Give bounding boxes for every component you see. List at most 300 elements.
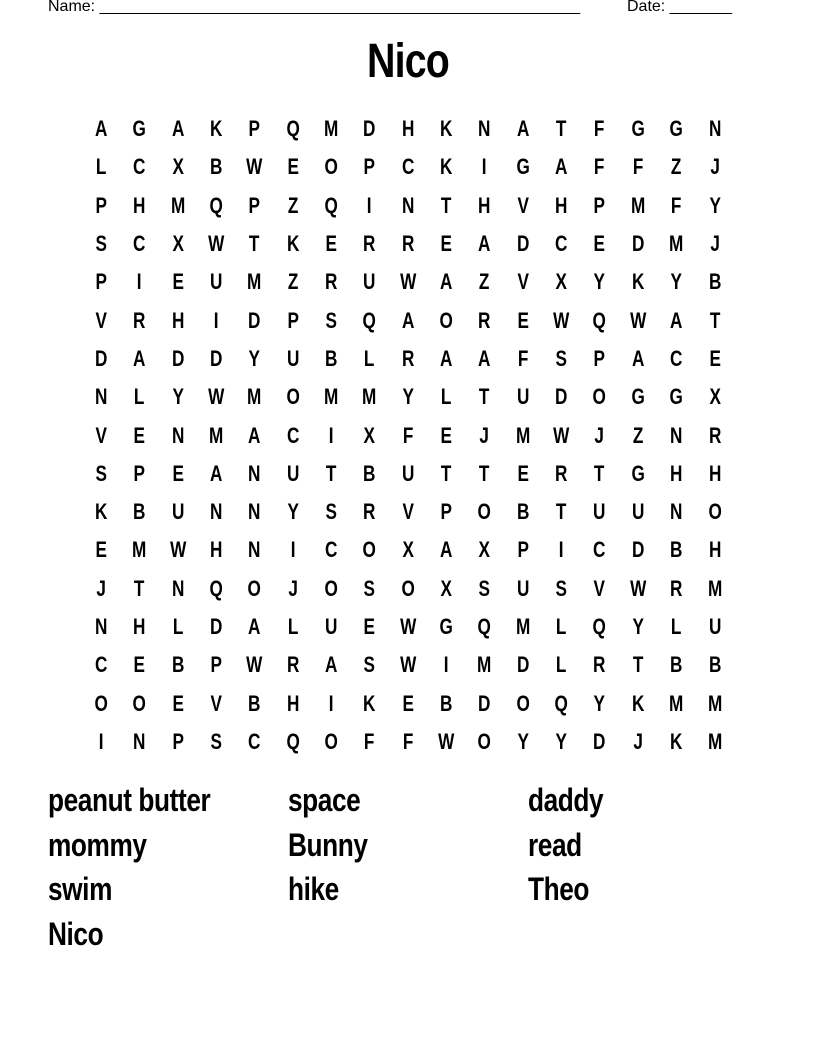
grid-letter: F	[671, 192, 682, 218]
grid-letter: A	[325, 652, 338, 678]
grid-letter: A	[209, 460, 223, 486]
grid-letter: E	[440, 231, 452, 257]
grid-letter: G	[631, 384, 645, 410]
word-bank-row	[48, 912, 768, 957]
grid-letter: Y	[632, 614, 644, 639]
grid-letter: S	[95, 460, 107, 486]
grid-letter: I	[98, 728, 104, 754]
grid-letter: I	[367, 192, 372, 218]
grid-letter: O	[324, 154, 338, 180]
puzzle-title: Nico	[366, 35, 449, 88]
grid-letter: I	[443, 652, 449, 678]
grid-letter: P	[210, 652, 222, 678]
grid-letter: I	[482, 154, 487, 180]
grid-letter: D	[555, 384, 568, 410]
grid-letter: U	[708, 614, 721, 639]
grid-letter: U	[516, 384, 530, 410]
grid-letter: F	[632, 154, 644, 180]
grid-letter: A	[248, 614, 261, 639]
word-bank-item: read	[528, 826, 582, 863]
grid-letter: N	[401, 192, 415, 218]
grid-letter: J	[709, 154, 720, 180]
grid-letter: A	[631, 345, 645, 371]
word-bank-item: Nico	[48, 915, 104, 952]
grid-letter: X	[440, 575, 452, 601]
grid-letter: N	[670, 499, 683, 525]
grid-letter: K	[631, 690, 645, 716]
grid-letter: L	[95, 154, 107, 180]
grid-letter: E	[440, 422, 452, 448]
grid-letter: J	[709, 231, 720, 257]
grid-letter: U	[593, 499, 606, 525]
letter-grid	[82, 110, 734, 761]
grid-letter: T	[441, 192, 452, 218]
word-bank-item: Bunny	[288, 826, 368, 863]
grid-letter: Z	[287, 269, 299, 295]
word-bank-item: hike	[288, 871, 339, 908]
word-bank	[48, 778, 768, 957]
word-bank-item: space	[288, 781, 361, 818]
grid-letter: Y	[670, 269, 683, 295]
grid-letter: C	[555, 231, 568, 257]
grid-letter: O	[132, 690, 147, 716]
grid-letter: P	[440, 499, 452, 525]
grid-letter: U	[286, 460, 300, 486]
grid-row	[82, 187, 734, 225]
grid-letter: A	[133, 345, 146, 371]
grid-letter: D	[171, 345, 185, 371]
grid-letter: B	[708, 652, 721, 678]
grid-letter: C	[286, 422, 300, 448]
grid-letter: P	[95, 269, 107, 295]
grid-letter: X	[402, 537, 414, 563]
grid-letter: H	[555, 192, 568, 218]
grid-letter: A	[94, 116, 108, 142]
grid-letter: E	[172, 269, 184, 295]
grid-letter: W	[399, 269, 417, 295]
grid-letter: O	[401, 575, 415, 601]
grid-letter: U	[516, 575, 530, 601]
grid-letter: L	[556, 614, 567, 639]
grid-row	[82, 455, 734, 493]
grid-letter: A	[171, 116, 185, 142]
grid-letter: R	[401, 345, 415, 371]
grid-letter: H	[133, 192, 146, 218]
grid-letter: Y	[708, 192, 721, 218]
grid-letter: S	[210, 728, 222, 754]
grid-letter: V	[210, 690, 222, 716]
grid-letter: Y	[402, 384, 414, 410]
grid-letter: L	[287, 614, 299, 639]
grid-letter: M	[247, 384, 262, 410]
grid-letter: H	[209, 537, 223, 563]
grid-letter: L	[441, 384, 452, 410]
grid-letter: R	[363, 231, 376, 257]
grid-letter: H	[401, 116, 415, 142]
grid-letter: H	[670, 460, 683, 486]
grid-letter: M	[209, 422, 224, 448]
grid-row	[82, 378, 734, 416]
grid-row	[82, 263, 734, 301]
grid-letter: K	[631, 269, 645, 295]
word-bank-row	[48, 867, 768, 912]
grid-letter: X	[708, 384, 721, 410]
grid-letter: A	[478, 345, 491, 371]
grid-letter: Z	[287, 192, 299, 218]
grid-letter: F	[594, 154, 605, 180]
grid-letter: H	[478, 192, 491, 218]
grid-letter: Y	[593, 690, 606, 716]
grid-letter: N	[478, 116, 491, 142]
grid-letter: N	[171, 575, 185, 601]
grid-letter: W	[208, 231, 225, 257]
grid-letter: L	[364, 345, 375, 371]
grid-letter: W	[246, 652, 263, 678]
grid-letter: R	[401, 231, 415, 257]
grid-letter: O	[516, 690, 530, 716]
date-field-label: Date: _______	[627, 0, 732, 15]
grid-letter: Q	[209, 575, 223, 601]
grid-letter: Z	[671, 154, 682, 180]
grid-letter: J	[479, 422, 490, 448]
grid-letter: O	[592, 384, 607, 410]
grid-letter: N	[248, 499, 261, 525]
grid-letter: L	[172, 614, 184, 639]
grid-letter: T	[134, 575, 145, 601]
grid-letter: D	[94, 345, 108, 371]
grid-letter: U	[401, 460, 415, 486]
word-bank-item: peanut butter	[48, 781, 211, 818]
grid-letter: K	[440, 116, 453, 142]
grid-row	[82, 608, 734, 646]
grid-letter: J	[288, 575, 298, 601]
grid-letter: X	[172, 231, 184, 257]
grid-letter: C	[401, 154, 415, 180]
grid-letter: I	[137, 269, 142, 295]
grid-row	[82, 723, 734, 761]
name-field-label: Name: ______________________________________________________	[48, 0, 581, 15]
grid-letter: H	[708, 460, 721, 486]
grid-letter: F	[402, 422, 414, 448]
grid-letter: K	[440, 154, 453, 180]
grid-letter: W	[553, 307, 570, 333]
grid-letter: P	[287, 307, 299, 333]
grid-letter: J	[633, 728, 643, 754]
grid-letter: I	[558, 537, 564, 563]
grid-letter: R	[325, 269, 338, 295]
grid-row	[82, 416, 734, 454]
grid-letter: U	[209, 269, 223, 295]
grid-letter: C	[325, 537, 338, 563]
grid-letter: S	[95, 231, 107, 257]
grid-letter: P	[248, 116, 261, 142]
grid-letter: Q	[477, 614, 492, 639]
grid-letter: L	[671, 614, 682, 639]
grid-letter: V	[95, 422, 107, 448]
grid-row	[82, 301, 734, 339]
grid-letter: A	[248, 422, 261, 448]
grid-letter: N	[133, 728, 146, 754]
grid-letter: P	[133, 460, 146, 486]
grid-letter: A	[478, 231, 491, 257]
grid-letter: M	[170, 192, 186, 218]
grid-letter: M	[324, 116, 339, 142]
grid-letter: E	[287, 154, 299, 180]
grid-letter: E	[172, 690, 184, 716]
grid-letter: E	[708, 345, 721, 371]
grid-letter: Y	[593, 269, 606, 295]
grid-letter: U	[171, 499, 185, 525]
grid-letter: E	[95, 537, 107, 563]
grid-letter: H	[708, 537, 721, 563]
grid-letter: C	[94, 652, 108, 678]
grid-letter: E	[517, 307, 529, 333]
grid-letter: V	[402, 499, 414, 525]
grid-letter: R	[708, 422, 721, 448]
grid-letter: D	[593, 728, 606, 754]
grid-letter: L	[556, 652, 567, 678]
grid-letter: M	[669, 690, 684, 716]
grid-letter: Z	[479, 269, 490, 295]
grid-letter: T	[441, 460, 452, 486]
word-bank-item: mommy	[48, 826, 147, 863]
grid-letter: P	[172, 728, 184, 754]
grid-letter: O	[439, 307, 453, 333]
grid-letter: N	[94, 614, 108, 639]
word-bank-row	[48, 823, 768, 868]
grid-letter: O	[94, 690, 108, 716]
grid-letter: W	[399, 652, 417, 678]
grid-letter: A	[440, 269, 453, 295]
grid-letter: O	[247, 575, 262, 601]
grid-letter: E	[363, 614, 376, 639]
grid-letter: M	[707, 575, 722, 601]
grid-letter: B	[209, 154, 223, 180]
grid-letter: T	[249, 231, 260, 257]
grid-letter: S	[363, 575, 376, 601]
grid-row	[82, 110, 734, 148]
grid-letter: H	[171, 307, 185, 333]
grid-letter: U	[363, 269, 376, 295]
grid-letter: F	[517, 345, 529, 371]
grid-letter: W	[208, 384, 225, 410]
grid-letter: G	[631, 460, 645, 486]
grid-letter: M	[132, 537, 147, 563]
grid-letter: G	[631, 116, 645, 142]
grid-letter: P	[363, 154, 376, 180]
grid-letter: T	[556, 499, 567, 525]
grid-letter: W	[553, 422, 570, 448]
grid-row	[82, 340, 734, 378]
grid-letter: D	[209, 345, 223, 371]
grid-letter: D	[516, 231, 530, 257]
grid-letter: Q	[286, 728, 300, 754]
grid-letter: N	[708, 116, 721, 142]
grid-letter: G	[669, 116, 684, 142]
grid-letter: N	[94, 384, 108, 410]
grid-letter: E	[133, 422, 146, 448]
grid-letter: V	[593, 575, 606, 601]
grid-letter: A	[440, 345, 453, 371]
grid-letter: Q	[592, 614, 607, 639]
grid-letter: A	[516, 116, 530, 142]
grid-letter: W	[399, 614, 417, 639]
grid-letter: M	[362, 384, 377, 410]
grid-row	[82, 570, 734, 608]
grid-letter: N	[171, 422, 185, 448]
grid-letter: P	[517, 537, 529, 563]
grid-letter: D	[363, 116, 376, 142]
grid-letter: M	[630, 192, 646, 218]
grid-letter: E	[402, 690, 414, 716]
grid-letter: O	[477, 728, 492, 754]
grid-letter: E	[172, 460, 184, 486]
grid-letter: N	[670, 422, 683, 448]
grid-letter: G	[669, 384, 684, 410]
grid-letter: N	[248, 460, 261, 486]
grid-letter: D	[631, 537, 645, 563]
grid-letter: C	[133, 154, 146, 180]
grid-letter: R	[478, 307, 491, 333]
grid-letter: U	[286, 345, 300, 371]
grid-letter: B	[171, 652, 185, 678]
grid-row	[82, 148, 734, 186]
grid-letter: W	[438, 728, 455, 754]
grid-letter: T	[479, 384, 490, 410]
grid-letter: G	[516, 154, 530, 180]
grid-letter: M	[707, 728, 722, 754]
grid-letter: S	[555, 575, 568, 601]
grid-letter: V	[517, 269, 529, 295]
grid-letter: X	[478, 537, 491, 563]
grid-letter: M	[707, 690, 722, 716]
grid-letter: K	[670, 728, 683, 754]
grid-letter: R	[670, 575, 683, 601]
grid-letter: N	[209, 499, 223, 525]
grid-letter: J	[594, 422, 605, 448]
grid-letter: H	[133, 614, 146, 639]
grid-letter: X	[555, 269, 568, 295]
grid-letter: K	[363, 690, 376, 716]
grid-letter: S	[325, 307, 337, 333]
grid-letter: Y	[287, 499, 299, 525]
grid-letter: X	[363, 422, 376, 448]
grid-letter: E	[517, 460, 529, 486]
grid-letter: Q	[324, 192, 338, 218]
grid-letter: B	[670, 537, 683, 563]
grid-letter: V	[95, 307, 107, 333]
grid-letter: U	[325, 614, 338, 639]
grid-letter: R	[593, 652, 606, 678]
grid-letter: D	[209, 614, 223, 639]
grid-row	[82, 225, 734, 263]
grid-letter: T	[556, 116, 567, 142]
word-bank-item: daddy	[528, 781, 604, 818]
grid-letter: N	[248, 537, 261, 563]
grid-letter: O	[286, 384, 300, 410]
grid-letter: D	[248, 307, 261, 333]
header-line	[48, 0, 732, 16]
grid-letter: L	[134, 384, 145, 410]
grid-letter: B	[363, 460, 376, 486]
word-bank-row	[48, 778, 768, 823]
grid-letter: S	[363, 652, 376, 678]
grid-letter: I	[328, 422, 334, 448]
grid-letter: R	[555, 460, 568, 486]
grid-letter: C	[248, 728, 261, 754]
grid-letter: B	[516, 499, 530, 525]
grid-letter: A	[555, 154, 568, 180]
grid-letter: A	[440, 537, 453, 563]
grid-letter: R	[363, 499, 376, 525]
grid-letter: F	[402, 728, 414, 754]
grid-letter: W	[629, 307, 647, 333]
grid-letter: D	[631, 231, 645, 257]
grid-letter: W	[629, 575, 647, 601]
grid-letter: H	[286, 690, 300, 716]
grid-letter: V	[517, 192, 529, 218]
grid-letter: B	[248, 690, 261, 716]
grid-letter: X	[172, 154, 184, 180]
grid-letter: Q	[209, 192, 223, 218]
grid-letter: Y	[248, 345, 261, 371]
grid-letter: E	[133, 652, 146, 678]
grid-letter: Q	[286, 116, 300, 142]
grid-letter: T	[594, 460, 605, 486]
grid-row	[82, 646, 734, 684]
grid-letter: S	[478, 575, 491, 601]
grid-row	[82, 684, 734, 722]
grid-letter: W	[246, 154, 263, 180]
grid-letter: T	[479, 460, 490, 486]
grid-letter: E	[325, 231, 337, 257]
grid-letter: W	[169, 537, 186, 563]
grid-letter: Z	[632, 422, 644, 448]
grid-letter: P	[593, 192, 606, 218]
grid-letter: B	[670, 652, 683, 678]
grid-letter: T	[709, 307, 720, 333]
grid-letter: M	[324, 384, 339, 410]
grid-letter: O	[707, 499, 722, 525]
grid-letter: B	[440, 690, 453, 716]
grid-letter: Q	[592, 307, 607, 333]
grid-letter: B	[133, 499, 146, 525]
grid-letter: O	[324, 575, 338, 601]
grid-letter: Y	[517, 728, 529, 754]
grid-letter: B	[708, 269, 721, 295]
grid-letter: R	[133, 307, 146, 333]
grid-letter: K	[286, 231, 300, 257]
grid-letter: I	[213, 307, 219, 333]
grid-letter: G	[132, 116, 147, 142]
grid-letter: M	[515, 422, 531, 448]
word-bank-item: swim	[48, 871, 112, 908]
grid-letter: A	[670, 307, 683, 333]
grid-letter: I	[290, 537, 296, 563]
grid-letter: S	[555, 345, 568, 371]
grid-letter: S	[325, 499, 337, 525]
grid-letter: I	[328, 690, 334, 716]
grid-letter: P	[95, 192, 107, 218]
grid-letter: F	[364, 728, 375, 754]
grid-letter: M	[669, 231, 684, 257]
grid-letter: O	[477, 499, 492, 525]
grid-row	[82, 493, 734, 531]
grid-letter: K	[94, 499, 108, 525]
grid-letter: J	[96, 575, 106, 601]
grid-letter: M	[247, 269, 262, 295]
grid-letter: C	[133, 231, 146, 257]
